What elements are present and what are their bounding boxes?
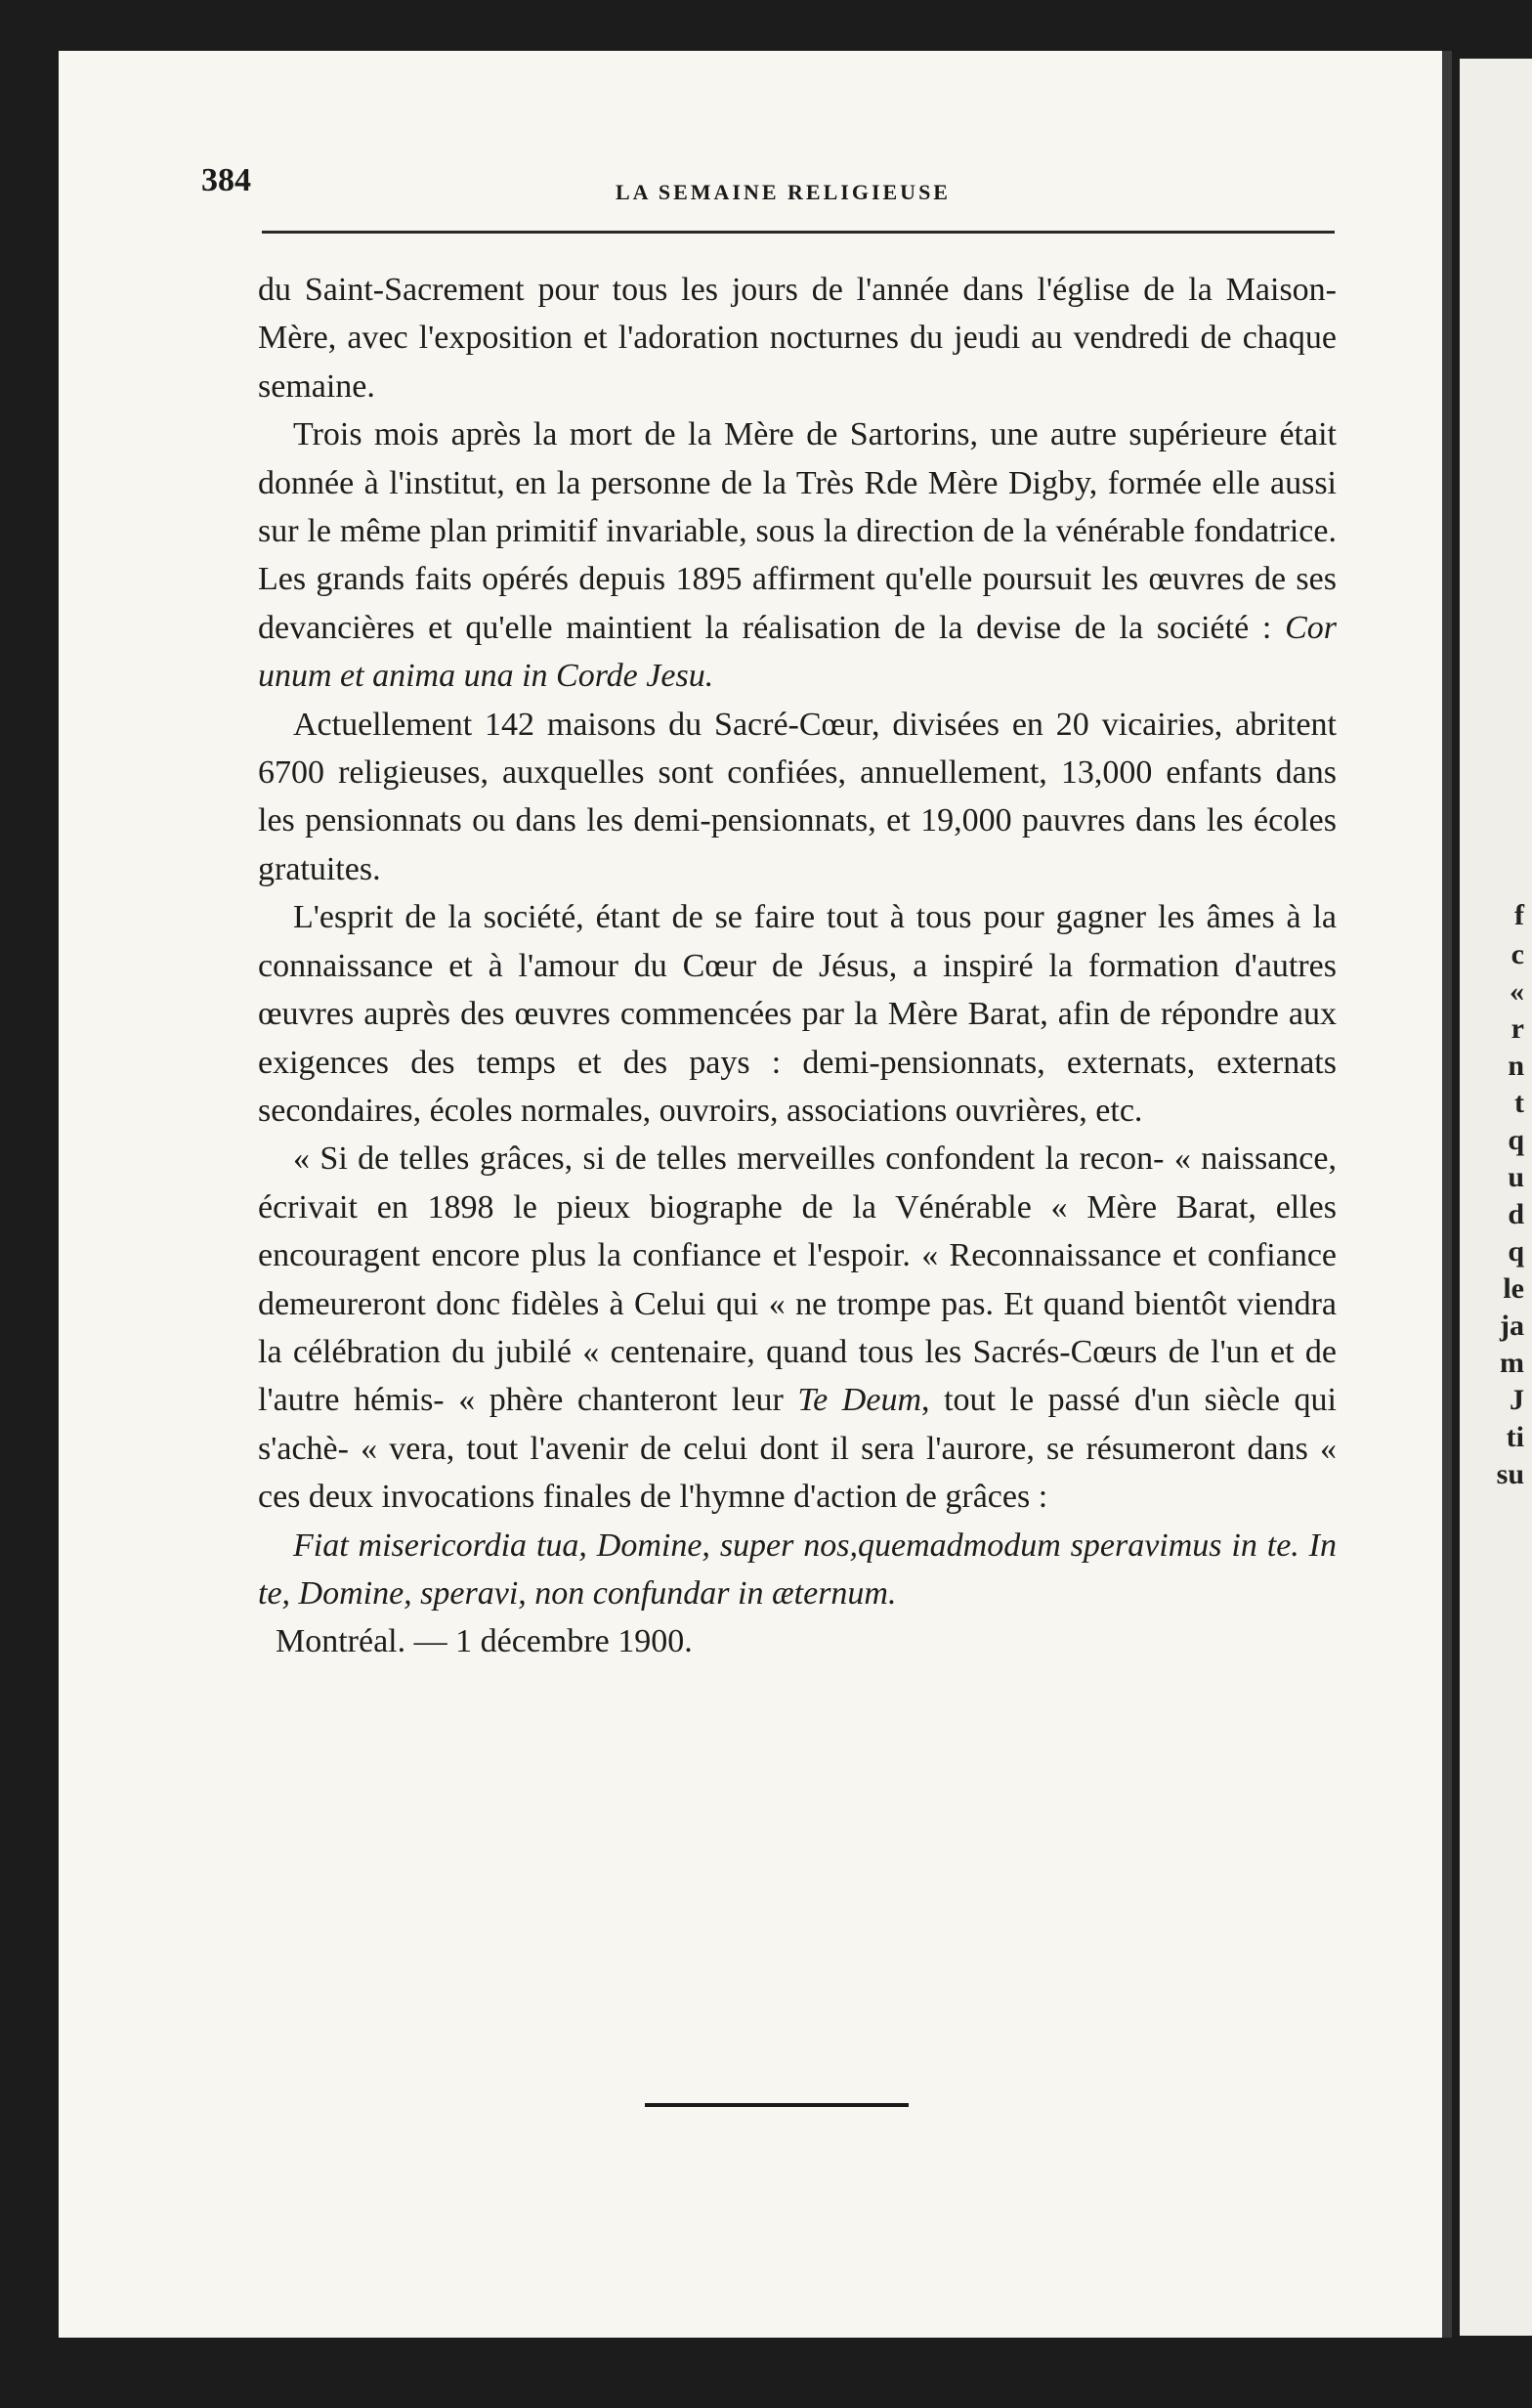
paragraph: du Saint-Sacrement pour tous les jours de l'année dans l'église de la Maison-Mère, avec l'exposition et l'adoration nocturnes du jeudi au vendredi de chaque semaine. bbox=[258, 272, 1337, 405]
journal-title: LA SEMAINE RELIGIEUSE bbox=[616, 180, 951, 204]
body-text bbox=[258, 266, 1337, 1666]
fragment: su bbox=[1496, 1458, 1524, 1490]
fragment: q bbox=[1508, 1235, 1524, 1268]
fragment: u bbox=[1508, 1161, 1524, 1193]
paragraph bbox=[258, 410, 1337, 700]
fragment: q bbox=[1508, 1124, 1524, 1156]
latin-invocation: Fiat misericordia tua, Domine, super nos,quemadmodum speravimus in te. In te, Domine, speravi, non confundar in æternum. bbox=[258, 1526, 1337, 1612]
fragment: ja bbox=[1500, 1310, 1524, 1342]
quotation-text: , tout le passé d'un siècle qui s'achè- « vera, tout l'avenir de celui dont il sera l'aurore, se résumeront dans « ces deux invocations finales de l'hymne d'action de grâces : bbox=[258, 1382, 1337, 1516]
closing-rule bbox=[645, 2103, 909, 2107]
fragment: n bbox=[1508, 1050, 1524, 1082]
fragment: d bbox=[1508, 1198, 1524, 1230]
paragraph: L'esprit de la société, étant de se faire tout à tous pour gagner les âmes à la connaissance et à l'amour du Cœur de Jésus, a inspiré la formation d'autres œuvres auprès des œuvres commencées par la Mère Barat, afin de répondre aux exigences des temps et des pays : demi-pensionnats, externats, externats secondaires, écoles normales, ouvroirs, associations ouvrières, etc. bbox=[258, 899, 1337, 1129]
paragraph: Actuellement 142 maisons du Sacré-Cœur, divisées en 20 vicairies, abritent 6700 religieuses, auxquelles sont confiées, annuellement, 13,000 enfants dans les pensionnats ou dans les demi-pensionnats, et 19,000 pauvres dans les écoles gratuites. bbox=[258, 706, 1337, 887]
adjacent-page-edge bbox=[1460, 59, 1532, 2336]
fragment: f bbox=[1514, 899, 1524, 931]
dateline: Montréal. — 1 décembre 1900. bbox=[276, 1623, 693, 1660]
fragment: « bbox=[1510, 975, 1524, 1008]
quotation bbox=[258, 1135, 1337, 1521]
fragment: r bbox=[1511, 1012, 1524, 1045]
quotation-text: « Si de telles grâces, si de telles merveilles confondent la recon- « naissance, écrivait en 1898 le pieux biographe de la Vénérable « Mère Barat, elles encouragent encore plus la confiance et l'espoir. « Reconnaissance et confiance demeureront donc fidèles à Celui qui « ne trompe pas. Et quand bientôt viendra la célébration du jubilé « centenaire, quand tous les Sacrés-Cœurs de l'un et de l'autre hémis- « phère chanteront leur bbox=[258, 1140, 1337, 1419]
fragment: le bbox=[1503, 1272, 1524, 1305]
hymn-title: Te Deum bbox=[797, 1382, 922, 1419]
fragment: t bbox=[1514, 1087, 1524, 1119]
paragraph-text: Trois mois après la mort de la Mère de Sartorins, une autre supérieure était donnée à l'institut, en la personne de la Très Rde Mère Digby, formée elle aussi sur le même plan primitif invariable, sous la direction de la vénérable fondatrice. Les grands faits opérés depuis 1895 affirment qu'elle poursuit les œuvres de ses devancières et qu'elle maintient la réalisation de la devise de la société : bbox=[258, 416, 1337, 646]
fragment: ti bbox=[1506, 1421, 1524, 1453]
fragment: m bbox=[1500, 1347, 1524, 1379]
fragment: J bbox=[1510, 1384, 1524, 1416]
header-rule bbox=[262, 231, 1335, 234]
page-number: 384 bbox=[201, 162, 251, 198]
fragment: c bbox=[1511, 938, 1524, 970]
running-head bbox=[201, 158, 1333, 207]
society-motto: Cor unum et anima una in Corde Jesu. bbox=[258, 609, 1337, 695]
